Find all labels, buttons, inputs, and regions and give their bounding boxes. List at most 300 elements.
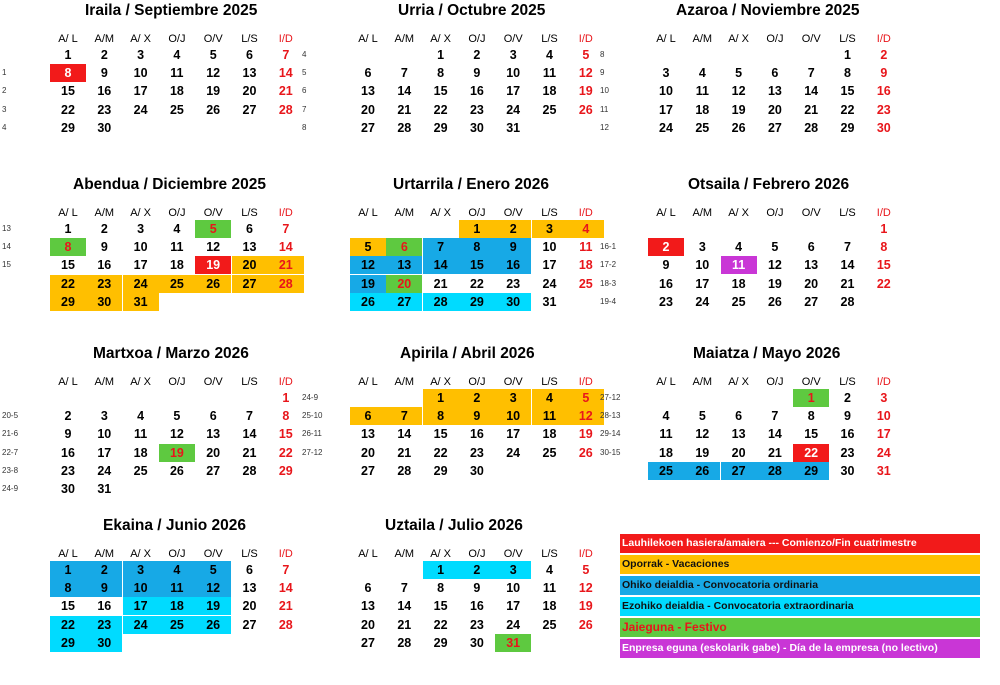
day-cell: 6 (386, 238, 422, 256)
weekday-header: O/V (801, 376, 821, 388)
day-cell: 6 (364, 66, 372, 81)
day-cell: 24 (695, 294, 710, 309)
weekday-header: A/ L (358, 33, 378, 45)
month-calendar (600, 343, 928, 513)
week-number: 20-5 (2, 411, 19, 421)
weekday-header: A/ X (728, 33, 749, 45)
day-cell: 7 (282, 48, 290, 62)
month-calendar (330, 174, 630, 344)
day-cell: 30 (469, 463, 484, 478)
day-cell: 17 (659, 102, 673, 117)
day-cell: 29 (278, 463, 293, 478)
weekday-header: I/D (578, 33, 593, 45)
weekday-header: A/M (94, 207, 115, 219)
weekday-header: A/M (394, 207, 415, 219)
day-cell: 30 (61, 482, 75, 496)
day-cell: 15 (61, 599, 75, 614)
day-cell: 28 (397, 120, 412, 135)
day-cell: 31 (506, 120, 521, 135)
week-number (2, 634, 36, 652)
day-cell: 22 (50, 616, 86, 634)
day-cell: 27 (206, 463, 221, 478)
week-number (302, 634, 336, 652)
weekday-header: A/ X (130, 548, 151, 560)
month-calendar (600, 0, 928, 170)
day-cell: 25 (542, 102, 557, 117)
day-cell: 14 (767, 427, 782, 442)
weekday-header: L/S (541, 376, 558, 388)
day-cell: 14 (242, 427, 257, 442)
day-cell: 19 (578, 84, 593, 99)
month-title: Urria / Octubre 2025 (398, 2, 546, 19)
day-cell: 30 (495, 293, 531, 311)
weekday-header: L/S (241, 376, 258, 388)
day-cell: 3 (495, 389, 531, 407)
day-cell: 7 (400, 66, 408, 81)
day-cell: 3 (509, 48, 517, 62)
day-cell: 13 (242, 581, 257, 596)
day-cell: 9 (495, 238, 531, 256)
day-cell: 14 (423, 256, 459, 274)
day-cell: 26 (767, 294, 782, 309)
weekday-header: A/ X (728, 207, 749, 219)
day-cell: 27 (242, 617, 257, 632)
day-cell: 10 (133, 66, 148, 81)
day-cell: 31 (542, 294, 557, 309)
day-cell: 3 (100, 409, 108, 424)
day-cell: 2 (100, 48, 108, 62)
day-cell: 5 (195, 561, 231, 579)
day-cell: 28 (397, 463, 412, 478)
day-cell: 4 (137, 409, 145, 424)
day-cell: 23 (506, 276, 521, 291)
day-cell: 22 (876, 276, 891, 291)
weekday-header: O/J (766, 376, 784, 388)
weekday-header: O/J (468, 207, 486, 219)
day-cell: 21 (397, 617, 412, 632)
day-cell: 26 (206, 102, 221, 117)
day-cell: 1 (50, 561, 86, 579)
day-cell: 20 (767, 102, 782, 117)
day-cell: 31 (123, 293, 159, 311)
day-cell: 13 (731, 427, 746, 442)
day-cell: 14 (840, 258, 855, 273)
day-cell: 23 (86, 275, 122, 293)
month-title: Ekaina / Junio 2026 (103, 517, 247, 534)
day-cell: 12 (578, 581, 593, 596)
weekday-header: A/M (394, 548, 415, 560)
month-calendar (2, 174, 330, 344)
week-number: 30-15 (600, 447, 621, 457)
day-cell: 4 (735, 240, 743, 255)
day-cell: 31 (876, 463, 891, 478)
day-cell: 22 (793, 444, 829, 462)
day-cell: 29 (793, 462, 829, 480)
week-number: 28-13 (600, 411, 621, 421)
week-number (600, 220, 634, 238)
day-cell: 27 (767, 120, 782, 135)
day-cell: 16 (469, 84, 484, 99)
day-cell: 18 (169, 258, 184, 273)
weekday-header: A/ L (656, 207, 676, 219)
week-number (302, 256, 336, 274)
weekday-header: O/J (468, 33, 486, 45)
day-cell: 5 (173, 409, 181, 424)
day-cell: 27 (361, 463, 375, 478)
weekday-header: I/D (578, 548, 593, 560)
day-cell: 5 (698, 409, 706, 424)
day-cell: 25 (648, 462, 684, 480)
week-number: 27-12 (302, 447, 323, 457)
weekday-header: A/M (94, 33, 115, 45)
month-calendar (302, 343, 630, 513)
day-cell: 13 (361, 427, 375, 442)
day-cell: 8 (50, 238, 86, 256)
day-cell: 21 (278, 84, 293, 99)
weekday-header: I/D (578, 376, 593, 388)
day-cell: 28 (278, 617, 293, 632)
week-number (302, 616, 336, 634)
day-cell: 13 (206, 427, 221, 442)
day-cell: 17 (506, 84, 521, 99)
day-cell: 1 (793, 389, 829, 407)
day-cell: 1 (423, 561, 459, 579)
day-cell: 16 (469, 427, 484, 442)
week-number: 21-6 (2, 429, 19, 439)
weekday-header: O/V (503, 548, 523, 560)
week-number: 1 (2, 68, 7, 78)
day-cell: 9 (662, 258, 670, 273)
day-cell: 12 (731, 84, 746, 99)
day-cell: 16 (97, 84, 112, 99)
day-cell: 29 (433, 463, 448, 478)
weekday-header: L/S (241, 33, 258, 45)
day-cell: 18 (159, 597, 195, 615)
day-cell: 24 (876, 445, 891, 460)
day-cell: 27 (721, 462, 757, 480)
weekday-header: I/D (578, 207, 593, 219)
day-cell: 8 (50, 579, 86, 597)
weekday-header: L/S (241, 548, 258, 560)
week-number (2, 561, 36, 579)
month-calendar (330, 515, 630, 685)
week-number (2, 597, 36, 615)
day-cell: 11 (579, 240, 593, 255)
week-number: 16-1 (600, 242, 617, 252)
day-cell: 22 (278, 445, 293, 460)
day-cell: 5 (350, 238, 386, 256)
legend (620, 534, 980, 660)
day-cell: 27 (361, 635, 375, 650)
week-number: 8 (302, 122, 307, 132)
day-cell: 17 (506, 599, 521, 614)
day-cell: 8 (437, 66, 445, 81)
weekday-header: O/J (168, 33, 186, 45)
day-cell: 19 (695, 445, 710, 460)
day-cell: 23 (61, 463, 75, 478)
day-cell: 19 (195, 256, 231, 274)
legend-item: Ohiko deialdia - Convocatoria ordinaria (620, 576, 980, 595)
day-cell: 24 (506, 617, 521, 632)
day-cell: 29 (61, 120, 75, 135)
day-cell: 11 (170, 66, 184, 81)
day-cell: 8 (282, 409, 290, 424)
day-cell: 26 (195, 275, 231, 293)
day-cell: 18 (659, 445, 673, 460)
day-cell: 4 (173, 48, 181, 62)
day-cell: 16 (97, 258, 112, 273)
week-number (302, 561, 336, 579)
legend-item: Jaieguna - Festivo (620, 618, 980, 637)
day-cell: 11 (532, 407, 568, 425)
day-cell: 4 (546, 563, 553, 577)
week-number: 7 (302, 104, 307, 114)
day-cell: 14 (397, 84, 412, 99)
day-cell: 4 (568, 220, 604, 238)
day-cell: 19 (731, 102, 746, 117)
day-cell: 17 (542, 258, 557, 273)
week-number: 5 (302, 68, 307, 78)
week-number (302, 579, 336, 597)
day-cell: 5 (195, 220, 231, 238)
day-cell: 6 (209, 409, 217, 424)
week-number: 25-10 (302, 411, 323, 421)
week-number (2, 46, 36, 64)
day-cell: 5 (568, 389, 604, 407)
day-cell: 26 (169, 463, 184, 478)
day-cell: 21 (433, 276, 448, 291)
weekday-header: I/D (278, 376, 293, 388)
day-cell: 12 (206, 240, 221, 255)
weekday-header: L/S (541, 33, 558, 45)
day-cell: 28 (278, 102, 293, 117)
day-cell: 7 (771, 409, 779, 424)
weekday-header: A/ X (130, 376, 151, 388)
weekday-header: I/D (876, 207, 891, 219)
day-cell: 2 (648, 238, 684, 256)
day-cell: 16 (659, 276, 673, 291)
day-cell: 28 (242, 463, 257, 478)
day-cell: 13 (242, 240, 257, 255)
day-cell: 9 (100, 66, 108, 81)
day-cell: 28 (268, 275, 304, 293)
day-cell: 6 (246, 563, 253, 577)
day-cell: 30 (97, 120, 112, 135)
weekday-header: A/M (692, 33, 713, 45)
day-cell: 26 (578, 102, 593, 117)
day-cell: 2 (100, 222, 108, 236)
day-cell: 9 (880, 66, 888, 81)
legend-item: Enpresa eguna (eskolarik gabe) - Día de la empresa (no lectivo) (620, 639, 980, 658)
day-cell: 19 (578, 599, 593, 614)
day-cell: 22 (433, 617, 448, 632)
day-cell: 16 (876, 84, 891, 99)
weekday-header: A/ L (58, 548, 78, 560)
weekday-header: A/ X (728, 376, 749, 388)
day-cell: 12 (767, 258, 782, 273)
day-cell: 22 (61, 102, 75, 117)
day-cell: 10 (542, 240, 557, 255)
weekday-header: A/ X (130, 207, 151, 219)
month-title: Martxoa / Marzo 2026 (93, 345, 249, 362)
day-cell: 15 (840, 84, 855, 99)
day-cell: 23 (840, 445, 855, 460)
month-title: Maiatza / Mayo 2026 (693, 345, 841, 362)
weekday-header: A/ X (430, 548, 451, 560)
week-number: 17-2 (600, 260, 617, 270)
day-cell: 27 (804, 294, 819, 309)
day-cell: 13 (242, 66, 257, 81)
day-cell: 7 (844, 240, 851, 255)
day-cell: 11 (159, 579, 195, 597)
week-number: 24-9 (2, 484, 19, 493)
legend-item: Lauhilekoen hasiera/amaiera --- Comienzo/Fin cuatrimestre (620, 534, 980, 553)
day-cell: 23 (659, 294, 673, 309)
day-cell: 10 (506, 66, 521, 81)
day-cell: 11 (542, 66, 557, 81)
day-cell: 12 (578, 66, 593, 81)
weekday-header: L/S (541, 548, 558, 560)
day-cell: 12 (206, 66, 221, 81)
day-cell: 7 (423, 238, 459, 256)
day-cell: 29 (433, 120, 448, 135)
day-cell: 11 (659, 427, 673, 442)
day-cell: 3 (698, 240, 706, 255)
day-cell: 28 (757, 462, 793, 480)
day-cell: 22 (840, 102, 855, 117)
weekday-header: I/D (876, 376, 891, 388)
day-cell: 15 (61, 84, 75, 99)
month-title: Otsaila / Febrero 2026 (688, 176, 850, 193)
day-cell: 19 (206, 84, 221, 99)
week-number: 29-14 (600, 429, 621, 439)
month-title: Uztaila / Julio 2026 (385, 517, 523, 534)
day-cell: 28 (804, 120, 819, 135)
day-cell: 29 (50, 634, 86, 652)
day-cell: 19 (350, 275, 386, 293)
weekday-header: A/ L (58, 376, 78, 388)
day-cell: 4 (173, 222, 181, 236)
weekday-header: O/J (766, 33, 784, 45)
day-cell: 17 (123, 597, 159, 615)
month-calendar (2, 0, 330, 170)
day-cell: 3 (137, 48, 145, 62)
day-cell: 20 (242, 84, 257, 99)
day-cell: 24 (659, 120, 673, 135)
weekday-header: O/V (203, 33, 223, 45)
day-cell: 22 (433, 445, 448, 460)
week-number (302, 220, 336, 238)
weekday-header: O/V (203, 207, 223, 219)
day-cell: 26 (350, 293, 386, 311)
day-cell: 7 (400, 581, 408, 596)
day-cell: 4 (546, 48, 553, 62)
weekday-header: I/D (278, 33, 293, 45)
week-number: 11 (600, 104, 609, 114)
day-cell: 30 (469, 635, 484, 650)
day-cell: 16 (495, 256, 531, 274)
week-number: 22-7 (2, 447, 19, 457)
day-cell: 26 (578, 617, 593, 632)
week-number: 27-12 (600, 393, 621, 402)
day-cell: 29 (50, 293, 86, 311)
day-cell: 25 (159, 616, 195, 634)
week-number (2, 579, 36, 597)
week-number (302, 293, 336, 311)
day-cell: 25 (159, 275, 195, 293)
month-title: Apirila / Abril 2026 (400, 345, 535, 362)
day-cell: 29 (840, 120, 855, 135)
day-cell: 8 (459, 238, 495, 256)
day-cell: 25 (731, 294, 746, 309)
weekday-header: O/V (203, 376, 223, 388)
day-cell: 21 (840, 276, 855, 291)
day-cell: 14 (278, 581, 293, 596)
weekday-header: O/J (766, 207, 784, 219)
weekday-header: A/M (394, 33, 415, 45)
day-cell: 27 (386, 293, 422, 311)
day-cell: 6 (735, 409, 743, 424)
day-cell: 19 (195, 597, 231, 615)
day-cell: 30 (86, 293, 122, 311)
weekday-header: A/ L (358, 207, 378, 219)
day-cell: 15 (433, 84, 448, 99)
day-cell: 21 (804, 102, 819, 117)
week-number (2, 293, 36, 311)
weekday-header: A/ L (58, 207, 78, 219)
day-cell: 3 (880, 391, 888, 405)
day-cell: 21 (397, 445, 412, 460)
day-cell: 2 (473, 48, 481, 62)
day-cell: 14 (278, 240, 293, 255)
weekday-header: L/S (839, 376, 856, 388)
day-cell: 9 (86, 579, 122, 597)
day-cell: 21 (397, 102, 412, 117)
day-cell: 16 (97, 599, 112, 614)
day-cell: 24 (123, 616, 159, 634)
week-number: 4 (2, 122, 7, 132)
weekday-header: A/M (394, 376, 415, 388)
day-cell: 24 (506, 102, 521, 117)
day-cell: 18 (542, 599, 557, 614)
weekday-header: I/D (278, 207, 293, 219)
day-cell: 23 (86, 616, 122, 634)
day-cell: 21 (278, 599, 293, 614)
day-cell: 4 (532, 389, 568, 407)
weekday-header: A/ L (656, 376, 676, 388)
weekday-header: L/S (839, 207, 856, 219)
day-cell: 10 (695, 258, 710, 273)
day-cell: 6 (350, 407, 386, 425)
day-cell: 23 (469, 102, 484, 117)
day-cell: 1 (282, 391, 290, 405)
day-cell: 5 (582, 48, 590, 62)
day-cell: 25 (169, 102, 184, 117)
day-cell: 30 (469, 120, 484, 135)
week-number (2, 389, 36, 407)
day-cell: 1 (423, 389, 459, 407)
day-cell: 17 (133, 84, 148, 99)
day-cell: 9 (459, 407, 495, 425)
day-cell: 23 (469, 617, 484, 632)
day-cell: 9 (844, 409, 851, 424)
day-cell: 6 (246, 222, 253, 236)
week-number: 19-4 (600, 296, 617, 306)
day-cell: 15 (804, 427, 819, 442)
month-title: Urtarrila / Enero 2026 (393, 176, 549, 193)
day-cell: 22 (469, 276, 484, 291)
weekday-header: O/J (168, 548, 186, 560)
